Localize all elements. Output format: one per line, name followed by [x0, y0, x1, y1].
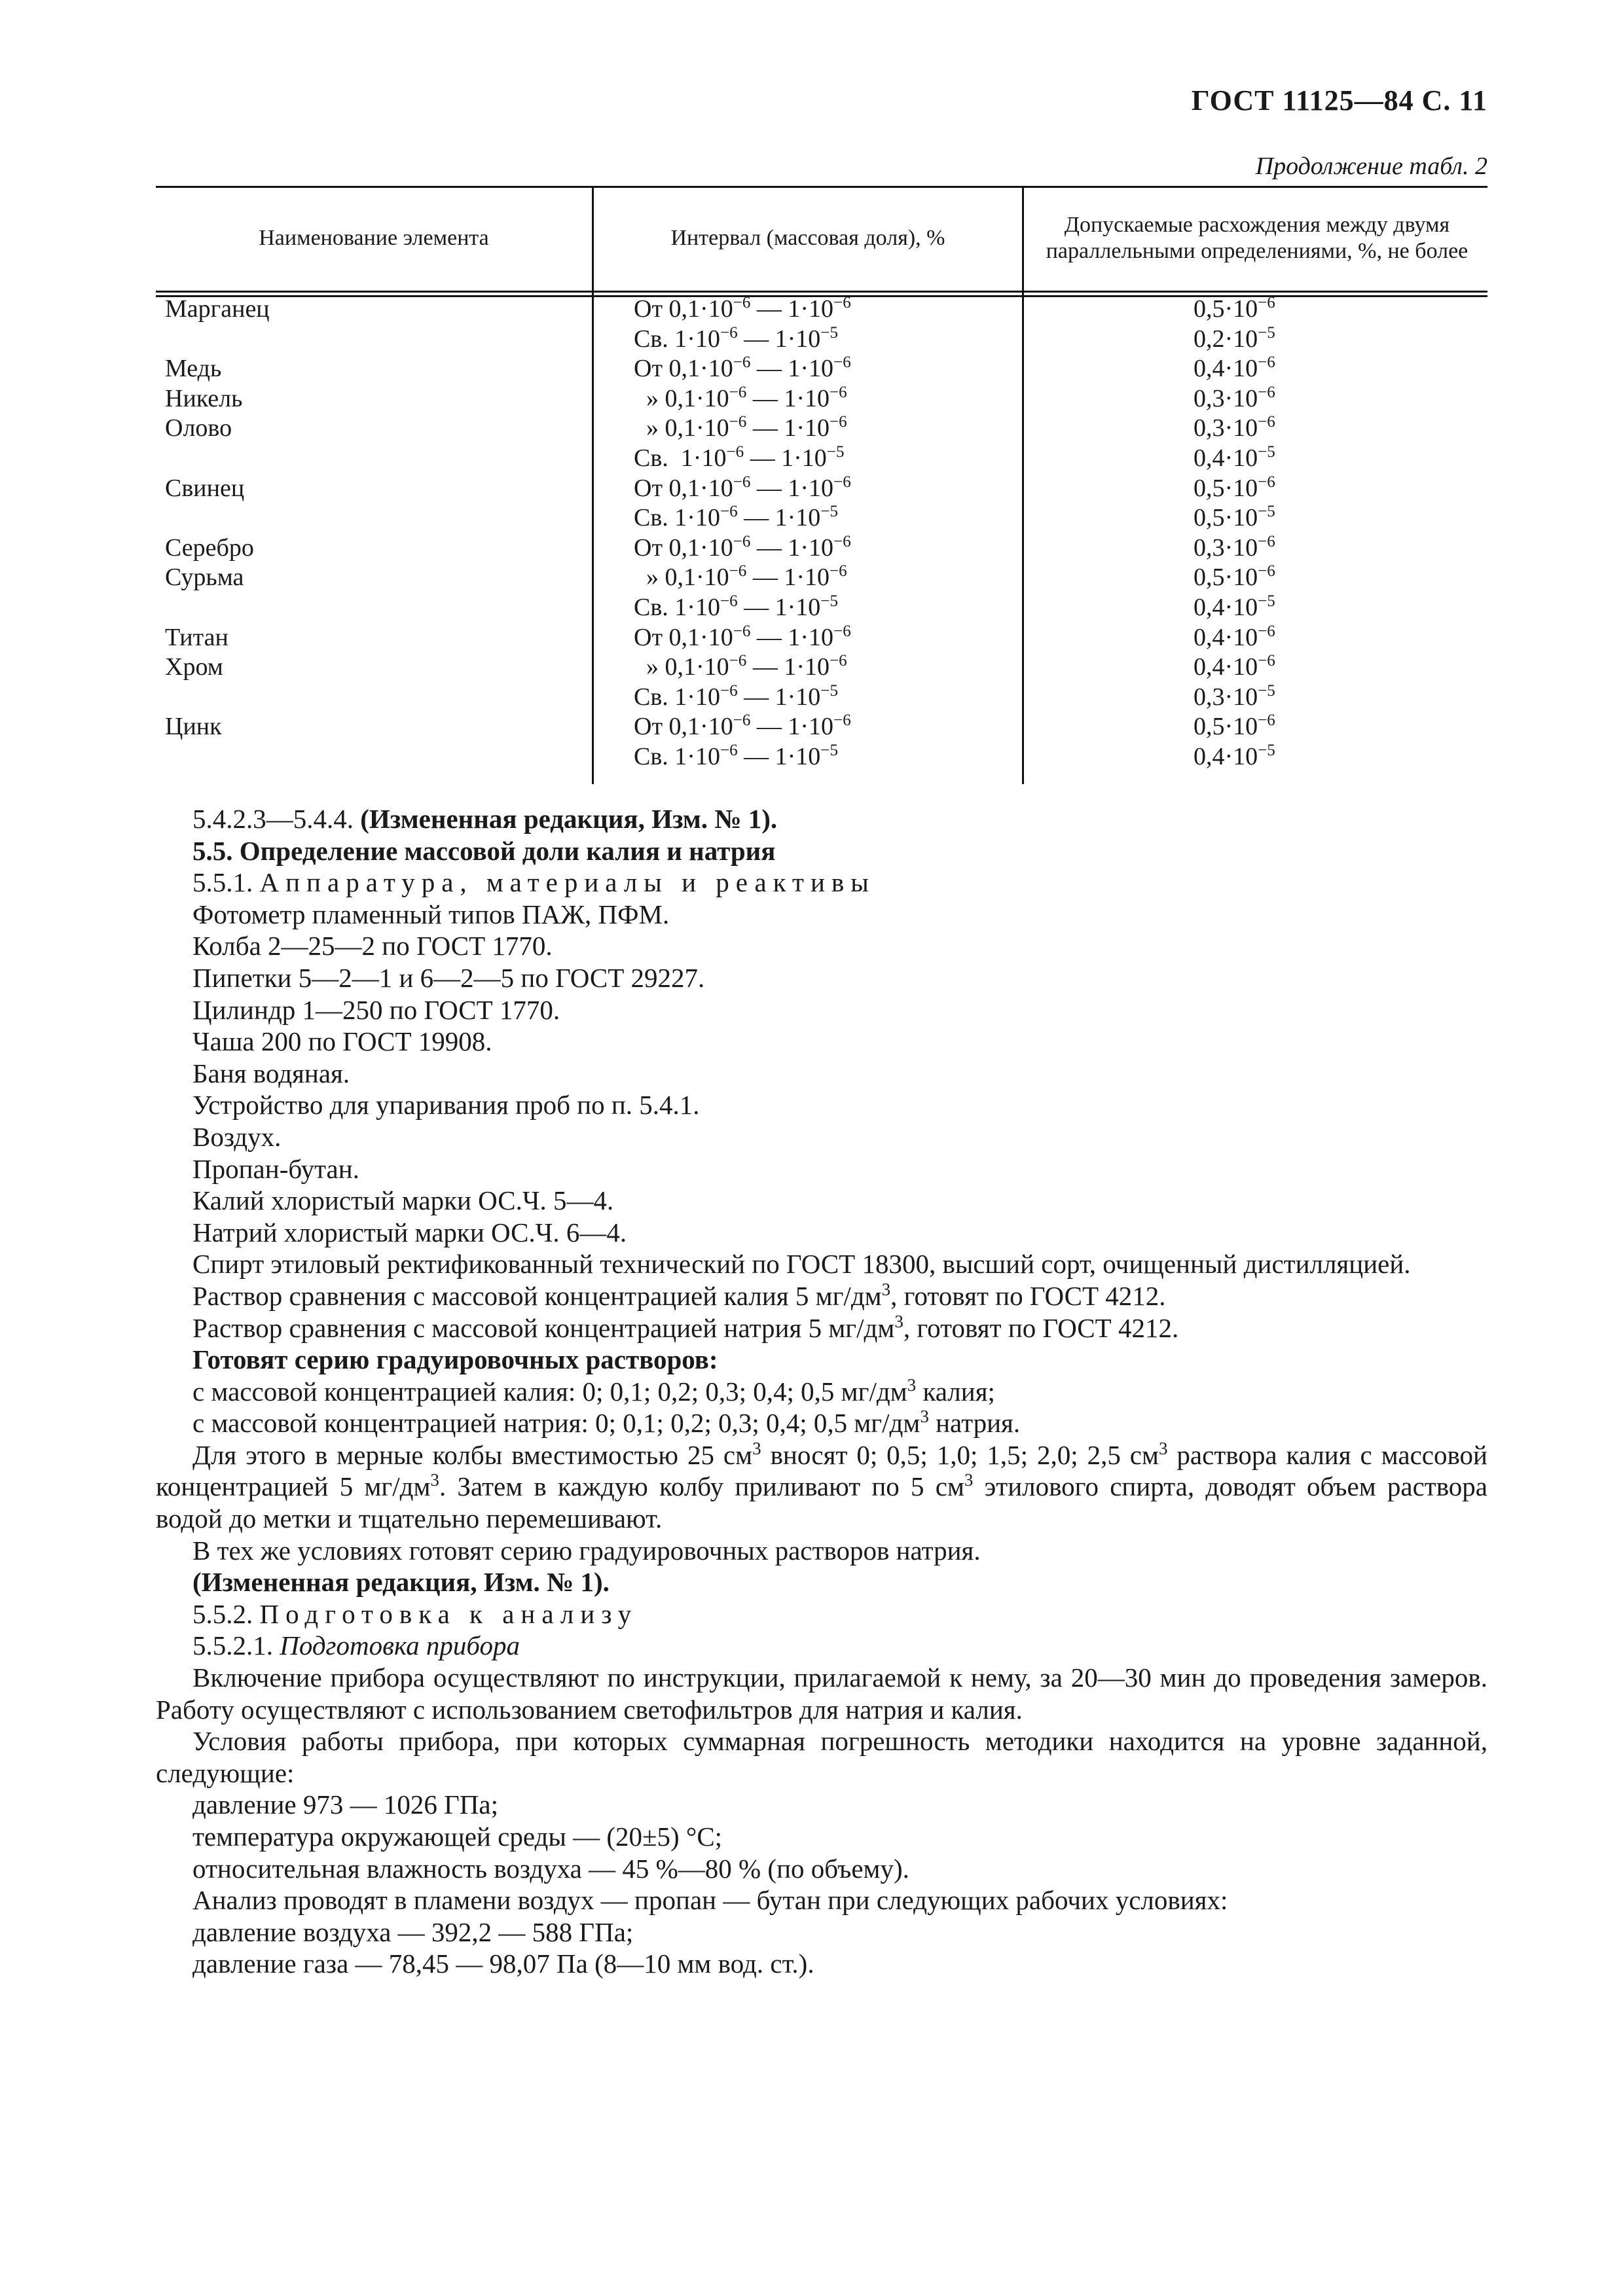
text-run: Анализ проводят в пламени воздух — пропан — бутан при следующих рабочих условиях: — [192, 1885, 1228, 1916]
element-name: Цинк — [165, 713, 222, 741]
paragraph — [156, 930, 1487, 962]
text-run: 5.5.1. — [192, 867, 260, 898]
superscript: 3 — [430, 1470, 439, 1490]
tolerance-value: $0,3\cdot 10^{-6}$ — [1194, 384, 1275, 412]
tolerance-value: $0,4\cdot 10^{-6}$ — [1194, 622, 1275, 651]
element-name: Сурьма — [165, 564, 244, 592]
table-row — [156, 742, 1487, 772]
text-run: Калий хлористый марки ОС.Ч. 5—4. — [192, 1185, 614, 1216]
table-row — [156, 474, 1487, 504]
text-run: Раствор сравнения с массовой концентрацией натрия 5 мг/дм — [192, 1312, 895, 1343]
spaced-heading: Аппаратура, материалы и реактивы — [259, 867, 875, 898]
paragraph — [156, 1948, 1487, 1980]
tolerance-value: $0,3\cdot 10^{-5}$ — [1194, 681, 1275, 711]
bold-text: (Измененная редакция, Изм. № 1). — [192, 1567, 610, 1598]
table-row — [156, 354, 1487, 384]
text-run: Устройство для упаривания проб по п. 5.4.1. — [192, 1090, 700, 1121]
table-row — [156, 533, 1487, 564]
tolerance-value: $0,3\cdot 10^{-6}$ — [1194, 532, 1275, 562]
superscript: 3 — [907, 1374, 917, 1395]
paragraph — [156, 1662, 1487, 1725]
paragraph — [156, 1916, 1487, 1948]
tolerance-value: $0,4\cdot 10^{-5}$ — [1194, 742, 1275, 770]
table-row — [156, 295, 1487, 325]
element-name: Марганец — [165, 295, 270, 323]
element-name: Свинец — [165, 474, 245, 502]
tolerance-value: $0,4\cdot 10^{-6}$ — [1194, 353, 1275, 383]
column-header-element: Наименование элемента — [259, 226, 489, 250]
text-run: Для этого в мерные колбы вместимостью 25 см — [192, 1439, 753, 1470]
paragraph — [156, 1121, 1487, 1153]
text-run: 5.5.2. — [192, 1598, 260, 1629]
table-row — [156, 712, 1487, 742]
table-body — [156, 295, 1487, 772]
text-run: Чаша 200 по ГОСТ 19908. — [192, 1026, 492, 1057]
element-name: Медь — [165, 355, 222, 383]
text-run: Фотометр пламенный типов ПАЖ, ПФМ. — [192, 899, 670, 929]
text-run: Раствор сравнения с массовой концентрацией калия 5 мг/дм — [192, 1280, 882, 1311]
paragraph — [156, 1185, 1487, 1217]
interval-value: Св. $1\cdot 10^{-6}$ — $1\cdot 10^{-5}$ — [634, 742, 838, 770]
tolerance-value: $0,2\cdot 10^{-5}$ — [1194, 323, 1275, 353]
superscript: 3 — [881, 1280, 891, 1300]
table-continuation-label: Продолжение табл. 2 — [1255, 152, 1487, 180]
paragraph — [156, 1280, 1487, 1312]
paragraph — [156, 835, 1487, 867]
interval-value: » $0,1\cdot 10^{-6}$ — $1\cdot 10^{-6}$ — [634, 384, 847, 412]
text-run: Условия работы прибора, при которых суммарная погрешность методики находится на уровне заданной, следующие: — [156, 1726, 1487, 1788]
table-row — [156, 623, 1487, 653]
paragraph — [156, 1598, 1487, 1630]
text-run: раствора калия с массовой концентрацией 5 мг/дм — [156, 1439, 1487, 1502]
table-row — [156, 325, 1487, 355]
paragraph — [156, 1312, 1487, 1344]
paragraph — [156, 1789, 1487, 1821]
text-run: Включение прибора осуществляют по инструкции, прилагаемой к нему, за 20—30 мин до проведения замеров. Работу осуществляют с использованием светофильтров для натрия и калия. — [156, 1662, 1487, 1725]
paragraph — [156, 1058, 1487, 1090]
text-run: давление воздуха — 392,2 — 588 ГПа; — [192, 1916, 634, 1947]
table-row — [156, 593, 1487, 623]
spaced-heading: Подготовка к анализу — [259, 1598, 638, 1629]
interval-value: От $0,1\cdot 10^{-6}$ — $1\cdot 10^{-6}$ — [634, 622, 851, 651]
text-run: относительная влажность воздуха — 45 %—80 % (по объему). — [192, 1853, 909, 1884]
interval-value: От $0,1\cdot 10^{-6}$ — $1\cdot 10^{-6}$ — [634, 353, 851, 383]
text-run: Цилиндр 1—250 по ГОСТ 1770. — [192, 994, 560, 1025]
text-run: В тех же условиях готовят серию градуировочных растворов натрия. — [192, 1535, 981, 1566]
interval-value: От $0,1\cdot 10^{-6}$ — $1\cdot 10^{-6}$ — [634, 294, 851, 323]
text-run: с массовой концентрацией натрия: 0; 0,1; 0,2; 0,3; 0,4; 0,5 мг/дм — [192, 1408, 921, 1439]
paragraph — [156, 1439, 1487, 1535]
interval-value: Св. $1\cdot 10^{-6}$ — $1\cdot 10^{-5}$ — [634, 592, 838, 621]
text-run: вносят 0; 0,5; 1,0; 1,5; 2,0; 2,5 см — [761, 1439, 1159, 1470]
interval-value: » $0,1\cdot 10^{-6}$ — $1\cdot 10^{-6}$ — [634, 652, 847, 681]
interval-value: Св. $1\cdot 10^{-6}$ — $1\cdot 10^{-5}$ — [634, 503, 838, 532]
table-row — [156, 503, 1487, 533]
paragraph — [156, 994, 1487, 1026]
text-run: натрия. — [928, 1408, 1021, 1439]
tolerance-value: $0,5\cdot 10^{-6}$ — [1194, 711, 1275, 741]
data-table — [156, 186, 1487, 784]
text-run: Баня водяная. — [192, 1058, 350, 1088]
superscript: 3 — [1158, 1439, 1168, 1458]
text-run: давление газа — 78,45 — 98,07 Па (8—10 мм вод. ст.). — [192, 1948, 814, 1979]
table-row — [156, 414, 1487, 444]
text-run: Колба 2—25—2 по ГОСТ 1770. — [192, 931, 553, 961]
text-run: . Затем в каждую колбу приливают по 5 см — [439, 1471, 964, 1502]
text-run: Воздух. — [192, 1121, 282, 1152]
text-run: с массовой концентрацией калия: 0; 0,1; 0,2; 0,3; 0,4; 0,5 мг/дм — [192, 1376, 907, 1407]
paragraph — [156, 1821, 1487, 1853]
text-run: , готовят по ГОСТ 4212. — [903, 1312, 1179, 1343]
paragraph — [156, 1853, 1487, 1885]
interval-value: » $0,1\cdot 10^{-6}$ — $1\cdot 10^{-6}$ — [634, 562, 847, 592]
paragraph — [156, 1153, 1487, 1185]
body-text — [156, 803, 1487, 1980]
text-run: калия; — [916, 1376, 995, 1407]
interval-value: Св. $1\cdot 10^{-6}$ — $1\cdot 10^{-5}$ — [634, 681, 838, 711]
element-name: Никель — [165, 384, 243, 412]
interval-value: » $0,1\cdot 10^{-6}$ — $1\cdot 10^{-6}$ — [634, 413, 847, 442]
tolerance-value: $0,5\cdot 10^{-5}$ — [1194, 503, 1275, 532]
interval-value: От $0,1\cdot 10^{-6}$ — $1\cdot 10^{-6}$ — [634, 711, 851, 741]
element-name: Олово — [165, 414, 232, 442]
text-run: давление 973 — 1026 ГПа; — [192, 1789, 499, 1820]
paragraph — [156, 803, 1487, 835]
tolerance-value: $0,5\cdot 10^{-6}$ — [1194, 562, 1275, 592]
column-header-interval: Интервал (массовая доля), % — [670, 226, 945, 250]
superscript: 3 — [920, 1407, 929, 1427]
text-run: , готовят по ГОСТ 4212. — [890, 1280, 1166, 1311]
tolerance-value: $0,4\cdot 10^{-5}$ — [1194, 443, 1275, 472]
text-run: Пропан-бутан. — [192, 1153, 359, 1184]
paragraph — [156, 1535, 1487, 1567]
bold-text: Готовят серию градуировочных растворов: — [192, 1344, 718, 1375]
element-name: Хром — [165, 653, 223, 681]
superscript: 3 — [752, 1439, 761, 1458]
text-run: Натрий хлористый марки ОС.Ч. 6—4. — [192, 1217, 627, 1247]
paragraph — [156, 1884, 1487, 1916]
element-name: Серебро — [165, 533, 254, 562]
header-rule-1 — [156, 291, 1487, 293]
interval-value: Св. $1\cdot 10^{-6}$ — $1\cdot 10^{-5}$ — [634, 323, 838, 353]
text-run: 5.4.2.3—5.4.4. — [192, 804, 361, 834]
paragraph — [156, 1630, 1487, 1662]
paragraph — [156, 1407, 1487, 1439]
table-row — [156, 384, 1487, 414]
italic-text: Подготовка прибора — [280, 1630, 520, 1661]
text-run: Пипетки 5—2—1 и 6—2—5 по ГОСТ 29227. — [192, 962, 705, 993]
text-run: 5.5.2.1. — [192, 1630, 280, 1661]
interval-value: Св. $1\cdot 10^{-6}$ — $1\cdot 10^{-5}$ — [634, 443, 845, 472]
paragraph — [156, 1344, 1487, 1376]
text-run: температура окружающей среды — (20±5) °С; — [192, 1821, 723, 1852]
paragraph — [156, 867, 1487, 899]
paragraph — [156, 1089, 1487, 1121]
table-row — [156, 683, 1487, 713]
element-name: Титан — [165, 623, 228, 651]
bold-text: 5.5. Определение массовой доли калия и натрия — [192, 835, 776, 866]
interval-value: От $0,1\cdot 10^{-6}$ — $1\cdot 10^{-6}$ — [634, 473, 851, 502]
paragraph — [156, 962, 1487, 994]
superscript: 3 — [964, 1470, 974, 1490]
tolerance-value: $0,4\cdot 10^{-5}$ — [1194, 592, 1275, 621]
column-header-tolerance: Допускаемые расхождения между двумя параллельными определениями, %, не более — [1046, 213, 1468, 263]
table-row — [156, 444, 1487, 474]
table-row — [156, 563, 1487, 593]
superscript: 3 — [894, 1311, 903, 1331]
paragraph — [156, 1566, 1487, 1598]
paragraph — [156, 1217, 1487, 1249]
paragraph — [156, 1376, 1487, 1408]
tolerance-value: $0,5\cdot 10^{-6}$ — [1194, 473, 1275, 502]
tolerance-value: $0,4\cdot 10^{-6}$ — [1194, 652, 1275, 681]
page-header: ГОСТ 11125—84 С. 11 — [1191, 84, 1487, 117]
bold-text: (Измененная редакция, Изм. № 1). — [360, 804, 778, 834]
paragraph — [156, 899, 1487, 931]
paragraph — [156, 1248, 1487, 1280]
interval-value: От $0,1\cdot 10^{-6}$ — $1\cdot 10^{-6}$ — [634, 532, 851, 562]
table-row — [156, 653, 1487, 683]
tolerance-value: $0,3\cdot 10^{-6}$ — [1194, 413, 1275, 442]
text-run: Спирт этиловый ректификованный технический по ГОСТ 18300, высший сорт, очищенный дистилляцией. — [192, 1249, 1411, 1280]
paragraph — [156, 1026, 1487, 1058]
paragraph — [156, 1725, 1487, 1789]
text-run: этилового спирта, доводят объем раствора водой до метки и тщательно перемешивают. — [156, 1471, 1487, 1534]
tolerance-value: $0,5\cdot 10^{-6}$ — [1194, 294, 1275, 323]
